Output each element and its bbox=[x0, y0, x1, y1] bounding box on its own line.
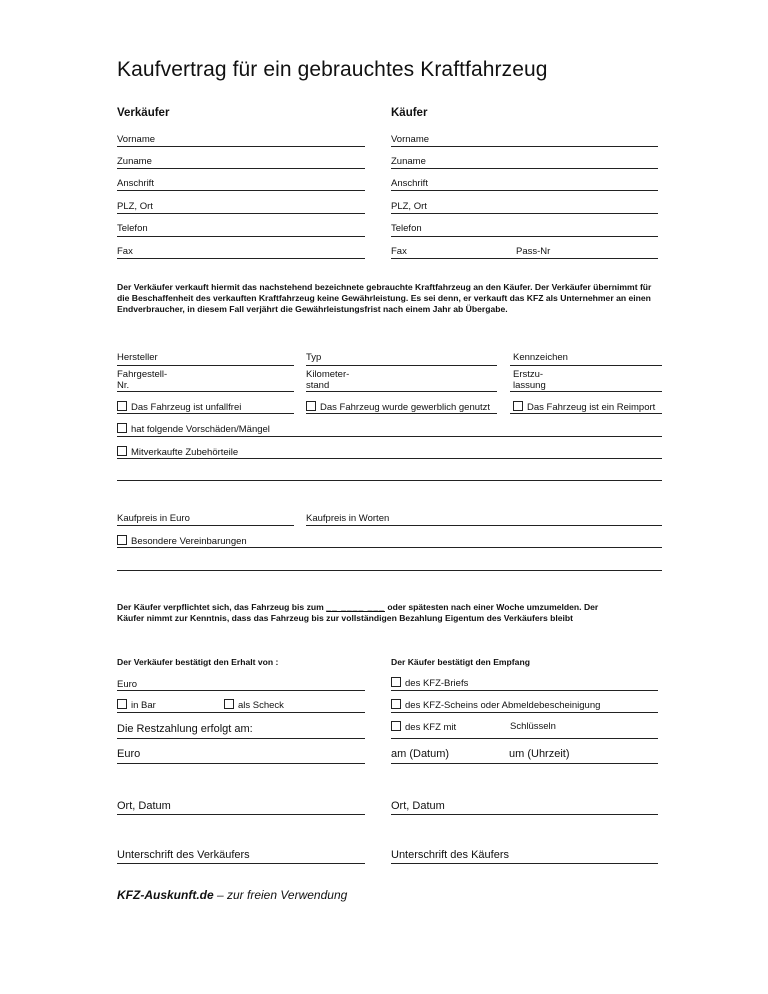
gewerblich-option[interactable]: Das Fahrzeug wurde gewerblich genutzt bbox=[306, 401, 490, 413]
buyer-zuname-label: Zuname bbox=[391, 156, 426, 167]
buyer-plz-label: PLZ, Ort bbox=[391, 201, 427, 212]
kilometer-label: Kilometer- stand bbox=[306, 369, 350, 391]
briefs-option[interactable]: des KFZ-Briefs bbox=[391, 677, 468, 689]
restzahlung-line[interactable] bbox=[117, 738, 365, 739]
registration-paragraph: Der Käufer verpflichtet sich, das Fahrzeug bis zum __ ____ ___ oder spätesten nach einer Woche umzumelden. Der Käufer nimmt zur Kenntnis, dass das Fahrzeug bis zur vollständigen Bezahlung Eigentum des Verkäufers bleibt bbox=[117, 602, 599, 623]
zubehoer-checkbox[interactable] bbox=[117, 446, 127, 456]
gewerblich-line bbox=[306, 413, 497, 414]
typ-label: Typ bbox=[306, 352, 322, 363]
schluessel-label: Schlüsseln bbox=[510, 721, 556, 732]
erstzulassung-label: Erstzu- lassung bbox=[513, 369, 546, 391]
reimport-checkbox[interactable] bbox=[513, 401, 523, 411]
buyer-vorname-line[interactable] bbox=[391, 146, 658, 147]
kaufpreis-euro-label: Kaufpreis in Euro bbox=[117, 513, 190, 524]
seller-signature-label: Unterschrift des Verkäufers bbox=[117, 849, 250, 861]
besondere-line[interactable] bbox=[117, 547, 662, 548]
buyer-confirm-heading: Der Käufer bestätigt den Empfang bbox=[391, 657, 530, 667]
seller-euro2-line[interactable] bbox=[117, 763, 365, 764]
seller-vorname-line[interactable] bbox=[117, 146, 365, 147]
reimport-line bbox=[510, 413, 662, 414]
seller-euro-label: Euro bbox=[117, 679, 138, 690]
kfz-mit-checkbox[interactable] bbox=[391, 721, 401, 731]
buyer-fax-line[interactable] bbox=[391, 258, 658, 259]
scheck-checkbox[interactable] bbox=[224, 699, 234, 709]
seller-plz-line[interactable] bbox=[117, 213, 365, 214]
kilometer-line[interactable] bbox=[306, 391, 497, 392]
buyer-telefon-label: Telefon bbox=[391, 223, 422, 234]
buyer-signature-label: Unterschrift des Käufers bbox=[391, 849, 509, 861]
scheins-line bbox=[391, 712, 658, 713]
kfz-mit-line[interactable] bbox=[391, 738, 658, 739]
buyer-ort-datum-label: Ort, Datum bbox=[391, 800, 445, 812]
intro-paragraph: Der Verkäufer verkauft hiermit das nachstehend bezeichnete gebrauchte Kraftfahrzeug an den Käufer. Der Verkäufer übernimmt für die Beschaffenheit des verkauften Kraftfahrzeug keine Gewährleistung. Es sei denn, er verkauft das KFZ als Unternehmer an einen Endverbraucher, in diesem Fall verjährt die Gewährleistungsfrist nach einem Jahr ab Übergabe. bbox=[117, 282, 652, 314]
seller-signature-line[interactable] bbox=[117, 863, 365, 864]
seller-zuname-label: Zuname bbox=[117, 156, 152, 167]
seller-heading: Verkäufer bbox=[117, 107, 170, 119]
fahrgestell-label: Fahrgestell- Nr. bbox=[117, 369, 168, 391]
kaufpreis-euro-line[interactable] bbox=[117, 525, 294, 526]
hersteller-line[interactable] bbox=[117, 365, 294, 366]
page-title: Kaufvertrag für ein gebrauchtes Kraftfahrzeug bbox=[117, 58, 548, 81]
fahrgestell-line[interactable] bbox=[117, 391, 294, 392]
datum-label: am (Datum) bbox=[391, 748, 450, 760]
buyer-signature-line[interactable] bbox=[391, 863, 658, 864]
vorschaeden-option[interactable]: hat folgende Vorschäden/Mängel bbox=[117, 423, 270, 435]
kaufpreis-worten-label: Kaufpreis in Worten bbox=[306, 513, 390, 524]
unfallfrei-line bbox=[117, 413, 294, 414]
hersteller-label: Hersteller bbox=[117, 352, 158, 363]
seller-anschrift-label: Anschrift bbox=[117, 178, 154, 189]
seller-anschrift-line[interactable] bbox=[117, 190, 365, 191]
footer-brand[interactable]: KFZ-Auskunft.de bbox=[117, 888, 214, 902]
seller-euro-line[interactable] bbox=[117, 690, 365, 691]
buyer-anschrift-line[interactable] bbox=[391, 190, 658, 191]
kennzeichen-line[interactable] bbox=[510, 365, 662, 366]
bar-line bbox=[117, 712, 365, 713]
scheins-checkbox[interactable] bbox=[391, 699, 401, 709]
seller-ort-datum-label: Ort, Datum bbox=[117, 800, 171, 812]
buyer-ort-datum-line[interactable] bbox=[391, 814, 658, 815]
footer-text: – zur freien Verwendung bbox=[213, 888, 348, 902]
kennzeichen-label: Kennzeichen bbox=[513, 352, 568, 363]
bar-checkbox[interactable] bbox=[117, 699, 127, 709]
registration-date-blank[interactable]: __ ____ ___ bbox=[326, 602, 385, 612]
seller-vorname-label: Vorname bbox=[117, 134, 156, 145]
seller-euro2-label: Euro bbox=[117, 748, 141, 760]
kfz-mit-option[interactable]: des KFZ mit bbox=[391, 721, 456, 733]
footer bbox=[117, 888, 347, 902]
gewerblich-checkbox[interactable] bbox=[306, 401, 316, 411]
kaufpreis-worten-line[interactable] bbox=[306, 525, 662, 526]
seller-ort-datum-line[interactable] bbox=[117, 814, 365, 815]
buyer-pass-label: Pass-Nr bbox=[516, 246, 551, 257]
zubehoer-line[interactable] bbox=[117, 458, 662, 459]
seller-confirm-heading: Der Verkäufer bestätigt den Erhalt von : bbox=[117, 657, 279, 667]
besondere-line-2[interactable] bbox=[117, 570, 662, 571]
buyer-vorname-label: Vorname bbox=[391, 134, 430, 145]
besondere-checkbox[interactable] bbox=[117, 535, 127, 545]
unfallfrei-option[interactable]: Das Fahrzeug ist unfallfrei bbox=[117, 401, 241, 413]
buyer-heading: Käufer bbox=[391, 107, 428, 119]
buyer-fax-label: Fax bbox=[391, 246, 407, 257]
vorschaeden-line[interactable] bbox=[117, 436, 662, 437]
uhrzeit-label: um (Uhrzeit) bbox=[509, 748, 570, 760]
erstzulassung-line[interactable] bbox=[510, 391, 662, 392]
zubehoer-option[interactable]: Mitverkaufte Zubehörteile bbox=[117, 446, 238, 458]
vorschaeden-checkbox[interactable] bbox=[117, 423, 127, 433]
seller-fax-label: Fax bbox=[117, 246, 133, 257]
buyer-zuname-line[interactable] bbox=[391, 168, 658, 169]
restzahlung-label: Die Restzahlung erfolgt am: bbox=[117, 723, 253, 735]
seller-zuname-line[interactable] bbox=[117, 168, 365, 169]
besondere-option[interactable]: Besondere Vereinbarungen bbox=[117, 535, 247, 547]
seller-plz-label: PLZ, Ort bbox=[117, 201, 153, 212]
buyer-anschrift-label: Anschrift bbox=[391, 178, 428, 189]
buyer-telefon-line[interactable] bbox=[391, 236, 658, 237]
buyer-plz-line[interactable] bbox=[391, 213, 658, 214]
seller-telefon-line[interactable] bbox=[117, 236, 365, 237]
seller-telefon-label: Telefon bbox=[117, 223, 148, 234]
unfallfrei-checkbox[interactable] bbox=[117, 401, 127, 411]
scheins-option[interactable]: des KFZ-Scheins oder Abmeldebescheinigung bbox=[391, 699, 600, 711]
zubehoer-line-2[interactable] bbox=[117, 480, 662, 481]
typ-line[interactable] bbox=[306, 365, 497, 366]
seller-fax-line[interactable] bbox=[117, 258, 365, 259]
datum-line[interactable] bbox=[391, 763, 658, 764]
briefs-line bbox=[391, 690, 658, 691]
bar-option[interactable]: in Bar bbox=[117, 699, 156, 711]
briefs-checkbox[interactable] bbox=[391, 677, 401, 687]
reimport-option[interactable]: Das Fahrzeug ist ein Reimport bbox=[513, 401, 655, 413]
scheck-option[interactable]: als Scheck bbox=[224, 699, 284, 711]
